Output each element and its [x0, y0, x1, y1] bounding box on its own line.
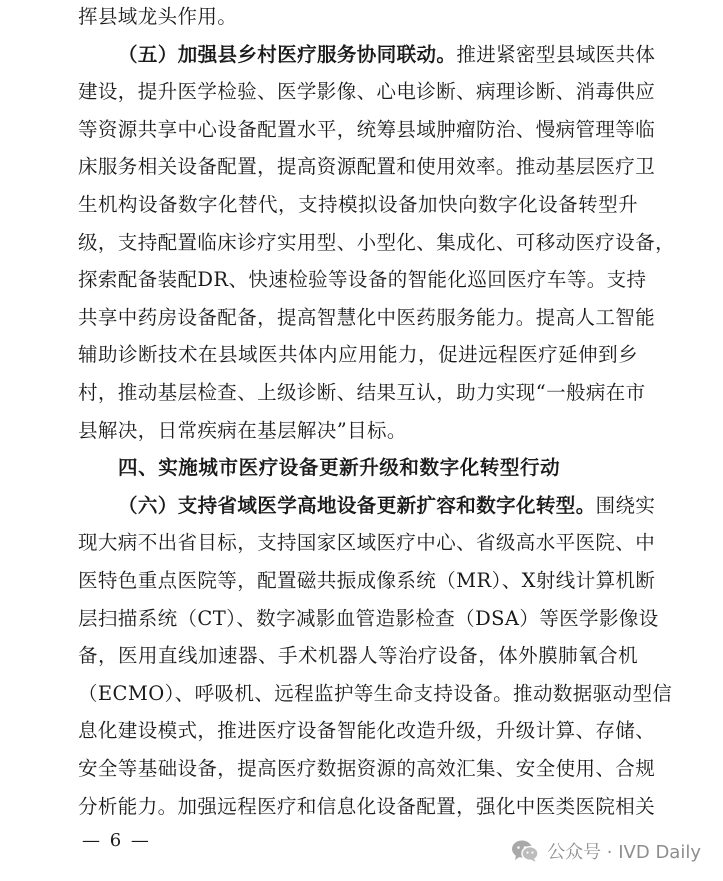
wechat-icon	[511, 839, 539, 863]
paragraph-line: 探索配备装配DR、快速检验等设备的智能化巡回医疗车等。支持	[78, 268, 647, 292]
paragraph-line: 建设，提升医学检验、医学影像、心电诊断、病理诊断、消毒供应	[78, 80, 656, 104]
page-number: — 6 —	[82, 830, 151, 851]
watermark-text: 公众号 · IVD Daily	[547, 842, 701, 863]
paragraph-line: （ECMO）、呼吸机、远程监护等生命支持设备。推动数据驱动型信	[78, 681, 673, 705]
paragraph-line: 医特色重点医院等，配置磁共振成像系统（MR）、X射线计算机断	[78, 569, 656, 592]
paragraph-line: 息化建设模式，推进医疗设备智能化改造升级，升级计算、存储、	[78, 719, 656, 743]
section-subtitle: （六）支持省域医学高地设备更新扩容和数字化转型。	[118, 493, 596, 517]
paragraph-line: 级，支持配置临床诊疗实用型、小型化、集成化、可移动医疗设备，	[78, 230, 676, 254]
paragraph-line: （六）支持省域医学高地设备更新扩容和数字化转型。围绕实	[118, 493, 656, 517]
watermark	[511, 836, 701, 866]
paragraph-line: 层扫描系统（CT）、数字减影血管造影检查（DSA）等医学影像设	[78, 606, 659, 630]
paragraph-line: 村，推动基层检查、上级诊断、结果互认，助力实现“一般病在市	[78, 381, 646, 404]
paragraph-line: 床服务相关设备配置，提高资源配置和使用效率。推动基层医疗卫	[78, 155, 656, 179]
paragraph-line: 辅助诊断技术在县域医共体内应用能力，促进远程医疗延伸到乡	[78, 343, 638, 367]
section-heading: 四、实施城市医疗设备更新升级和数字化转型行动	[118, 456, 561, 480]
paragraph-line: 分析能力。加强远程医疗和信息化设备配置，强化中医类医院相关	[78, 794, 656, 818]
paragraph-line: 等资源共享中心设备配置水平，统筹县域肿瘤防治、慢病管理等临	[78, 117, 656, 141]
paragraph-line: 现大病不出省目标，支持国家区域医疗中心、省级高水平医院、中	[78, 531, 656, 555]
paragraph-line: （五）加强县乡村医疗服务协同联动。推进紧密型县域医共体	[118, 42, 656, 66]
paragraph-line: 县解决，日常疾病在基层解决”目标。	[78, 418, 407, 442]
paragraph-line: 生机构设备数字化替代，支持模拟设备加快向数字化设备转型升	[78, 193, 638, 216]
paragraph-line: 安全等基础设备，提高医疗数据资源的高效汇集、安全使用、合规	[78, 757, 656, 780]
paragraph-line: 共享中药房设备配备，提高智慧化中医药服务能力。提高人工智能	[78, 305, 656, 329]
paragraph-line: 挥县域龙头作用。	[78, 5, 238, 28]
paragraph-line: 备，医用直线加速器、手术机器人等治疗设备，体外膜肺氧合机	[78, 644, 638, 668]
section-subtitle: （五）加强县乡村医疗服务协同联动。	[118, 42, 457, 66]
